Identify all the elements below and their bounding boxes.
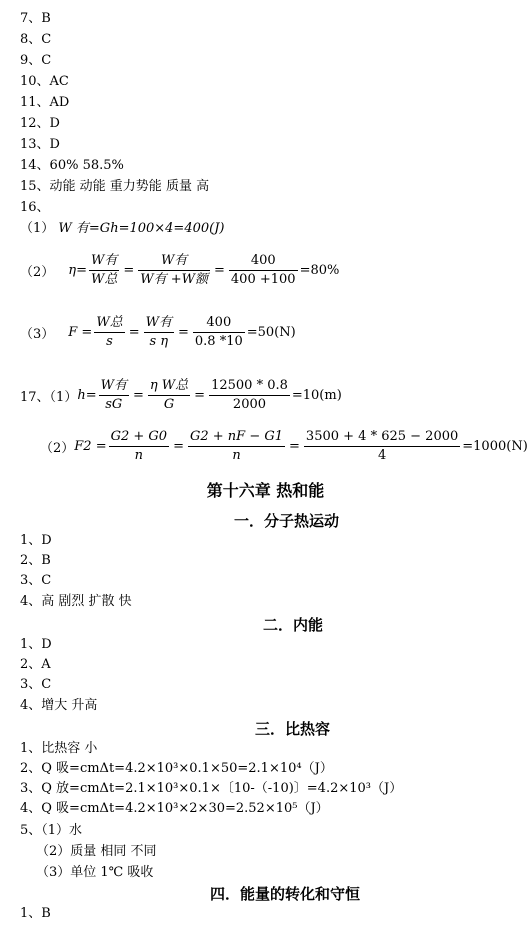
section-title: 四．能量的转化和守恒 — [210, 885, 361, 903]
q16-part3-F: F = — [68, 324, 93, 340]
result: =80% — [299, 262, 340, 278]
equals-sign: = — [289, 438, 300, 454]
result: =50(N) — [246, 324, 296, 340]
answer-line: 11、AD — [20, 95, 70, 110]
fraction-numerator: G2 + nF − G1 — [188, 428, 285, 447]
answer-line: 3、C — [20, 677, 52, 692]
equals-sign: = — [177, 324, 189, 340]
fraction — [188, 428, 285, 465]
fraction-denominator: G — [163, 396, 175, 412]
fraction-denominator: 4 — [377, 447, 387, 463]
section-title: 二．内能 — [263, 616, 324, 634]
answer-line: 8、C — [20, 32, 52, 47]
fraction — [229, 252, 298, 289]
answer-line: 13、D — [20, 137, 60, 152]
fraction — [89, 252, 119, 289]
q16-part3 — [20, 310, 296, 354]
answer-line: 15、动能 动能 重力势能 质量 高 — [20, 179, 210, 194]
fraction-denominator: W总 — [90, 271, 118, 287]
section-title: 一．分子热运动 — [234, 512, 340, 530]
fraction-numerator: W有 — [99, 377, 129, 396]
fraction-numerator: η W总 — [148, 377, 190, 396]
q16-part2-eta: η= — [68, 262, 87, 278]
answer-line: 1、D — [20, 637, 52, 652]
fraction-numerator: 12500 * 0.8 — [209, 377, 290, 396]
q17-part2-label: （2） — [40, 440, 75, 456]
equals-sign: = — [123, 262, 135, 278]
fraction — [144, 314, 174, 351]
fraction-denominator: n — [232, 447, 241, 463]
answer-line: 14、60% 58.5% — [20, 158, 124, 173]
equals-sign: = — [173, 438, 184, 454]
fraction-denominator: s — [106, 333, 113, 349]
fraction-numerator: W有 — [138, 252, 210, 271]
q16-part1-label: （1） — [20, 221, 55, 236]
equals-sign: = — [194, 387, 206, 403]
answer-line: 16、 — [20, 200, 50, 215]
answer-line: （3）单位 1℃ 吸收 — [36, 865, 154, 880]
fraction-numerator: G2 + G0 — [109, 428, 169, 447]
q17-part1-label: 17、（1） — [20, 389, 78, 405]
fraction-numerator: 400 — [193, 314, 245, 333]
fraction — [138, 252, 210, 289]
chapter-title: 第十六章 热和能 — [206, 481, 325, 500]
q17-part2 — [40, 424, 528, 468]
fraction-denominator: sG — [105, 396, 123, 412]
answer-line: 2、B — [20, 553, 51, 568]
q16-part3-label: （3） — [20, 326, 55, 342]
fraction-numerator: W有 — [144, 314, 174, 333]
fraction — [94, 314, 124, 351]
q16-part2 — [20, 248, 339, 292]
result: =10(m) — [291, 387, 342, 403]
answer-line: 9、C — [20, 53, 52, 68]
answer-line: 1、比热容 小 — [20, 741, 98, 756]
q16-part1-formula: W 有=Gh=100×4=400(J) — [58, 221, 225, 236]
answer-line: 4、高 剧烈 扩散 快 — [20, 594, 132, 609]
q16-part2-label: （2） — [20, 264, 55, 280]
equals-sign: = — [214, 262, 225, 278]
answer-line: 7、B — [20, 11, 51, 26]
fraction-denominator: 0.8 *10 — [194, 333, 243, 349]
fraction — [148, 377, 190, 414]
equals-sign: = — [132, 387, 144, 403]
answer-line: 4、增大 升高 — [20, 698, 98, 713]
fraction-numerator: 400 — [229, 252, 298, 271]
fraction — [99, 377, 129, 414]
fraction-numerator: 3500 + 4 * 625 − 2000 — [304, 428, 460, 447]
fraction — [304, 428, 460, 465]
answer-line: 2、A — [20, 657, 51, 672]
fraction-denominator: 400 +100 — [230, 271, 296, 287]
q17-part2-F: F2 = — [74, 438, 107, 454]
answer-line: 4、Q 吸=cmΔt=4.2×10³×2×30=2.52×10⁵（J） — [20, 801, 329, 816]
result: =1000(N) — [462, 438, 528, 454]
fraction-denominator: 2000 — [232, 396, 267, 412]
answer-line: 5、（1）水 — [20, 823, 83, 838]
equals-sign: = — [128, 324, 140, 340]
fraction-numerator: W有 — [89, 252, 119, 271]
answer-line: 12、D — [20, 116, 60, 131]
q17-part1 — [20, 373, 342, 417]
answer-line: 1、D — [20, 533, 52, 548]
q16-part1 — [20, 220, 225, 238]
fraction-denominator: n — [134, 447, 144, 463]
q17-part1-h: h= — [77, 387, 97, 403]
section-title: 三．比热容 — [255, 720, 331, 738]
fraction-denominator: W有 +W额 — [140, 271, 208, 287]
answer-line: 3、C — [20, 573, 52, 588]
answer-line: 3、Q 放=cmΔt=2.1×10³×0.1×〔10-（-10)〕=4.2×10³（J） — [20, 781, 403, 796]
fraction — [193, 314, 245, 351]
answer-line: （2）质量 相同 不同 — [36, 844, 157, 859]
answer-line: 10、AC — [20, 74, 69, 89]
fraction-denominator: s η — [149, 333, 169, 349]
fraction-numerator: W总 — [94, 314, 124, 333]
fraction — [209, 377, 290, 414]
answer-line: 1、B — [20, 906, 51, 921]
fraction — [109, 428, 169, 465]
answer-line: 2、Q 吸=cmΔt=4.2×10³×0.1×50=2.1×10⁴（J） — [20, 761, 333, 776]
